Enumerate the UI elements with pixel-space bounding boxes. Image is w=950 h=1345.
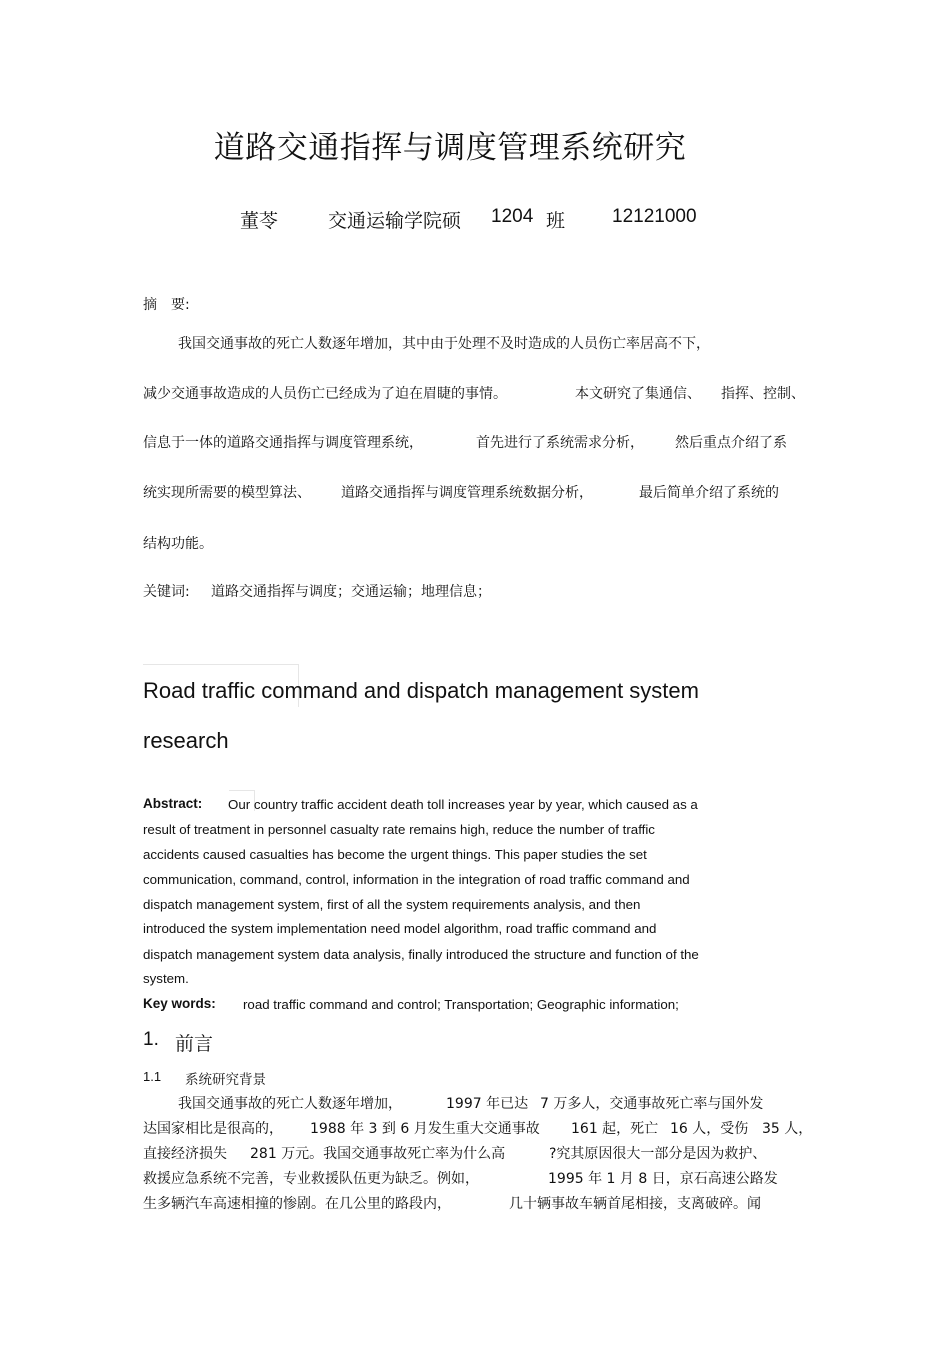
en-abstract-label: Abstract: — [143, 796, 203, 811]
en-abstract-line: dispatch management system data analysis, finally introduced the structure and function of the — [143, 947, 699, 962]
body-text: 1988 年 3 到 6 月发生重大交通事故 — [310, 1121, 540, 1137]
cn-abstract-label: 摘 要: — [143, 297, 190, 313]
body-text: 我国交通事故的死亡人数逐年增加， — [178, 1096, 402, 1112]
subsection-title: 系统研究背景 — [185, 1072, 266, 1088]
paper-title: 道路交通指挥与调度管理系统研究 — [213, 130, 687, 166]
en-abstract-line: accidents caused casualties has become the urgent things. This paper studies the set — [143, 847, 647, 862]
cn-keywords-label: 关键词: — [143, 584, 190, 600]
body-text: 直接经济损失 — [143, 1146, 227, 1162]
cn-abstract-line2c: 指挥、控制、 — [721, 386, 805, 402]
cn-keywords-value: 道路交通指挥与调度；交通运输；地理信息； — [211, 584, 491, 600]
cn-abstract-line5: 结构功能。 — [143, 536, 213, 552]
en-abstract-line: introduced the system implementation need model algorithm, road traffic command and — [143, 921, 657, 936]
body-text: 16 人，受伤 — [670, 1121, 749, 1137]
cn-abstract-line3c: 然后重点介绍了系 — [675, 435, 787, 451]
subsection-number: 1.1 — [143, 1069, 162, 1084]
cn-abstract-line2b: 本文研究了集通信、 — [575, 386, 701, 402]
cn-abstract-line4b: 道路交通指挥与调度管理系统数据分析， — [341, 485, 593, 501]
en-title-line1: Road traffic command and dispatch management system — [143, 678, 699, 703]
author-class-unit: 班 — [546, 210, 566, 232]
cn-abstract-line4c: 最后简单介绍了系统的 — [639, 485, 779, 501]
en-keywords-value: road traffic command and control; Transportation; Geographic information; — [243, 997, 679, 1012]
body-text: 281 万元。我国交通事故死亡率为什么高 — [250, 1146, 506, 1162]
cn-abstract-line2a: 减少交通事故造成的人员伤亡已经成为了迫在眉睫的事情。 — [143, 386, 507, 402]
author-affiliation: 交通运输学院硕 — [328, 210, 462, 232]
body-text: ?究其原因很大一部分是因为救护、 — [549, 1146, 767, 1162]
cn-abstract-line3b: 首先进行了系统需求分析， — [476, 435, 644, 451]
cn-abstract-line3a: 信息于一体的道路交通指挥与调度管理系统， — [143, 435, 423, 451]
en-abstract-line: system. — [143, 971, 189, 986]
section-title: 前言 — [175, 1033, 214, 1055]
author-student-id: 12121000 — [612, 206, 697, 227]
body-text: 生多辆汽车高速相撞的惨剧。在几公里的路段内， — [143, 1196, 451, 1212]
body-text: 几十辆事故车辆首尾相接，支离破碎。闻 — [509, 1196, 761, 1212]
en-abstract-line: Our country traffic accident death toll increases year by year, which caused as a — [228, 797, 698, 812]
body-text: 救援应急系统不完善，专业救援队伍更为缺乏。例如， — [143, 1171, 479, 1187]
en-abstract-line: result of treatment in personnel casualty rate remains high, reduce the number of traffic — [143, 822, 655, 837]
en-abstract-line: dispatch management system, first of all the system requirements analysis, and then — [143, 897, 641, 912]
body-text: 1995 年 1 月 8 日，京石高速公路发 — [548, 1171, 778, 1187]
cn-abstract-line1: 我国交通事故的死亡人数逐年增加，其中由于处理不及时造成的人员伤亡率居高不下， — [178, 336, 710, 352]
section-number: 1. — [143, 1029, 159, 1050]
author-class-no: 1204 — [491, 206, 534, 227]
body-text: 7 万多人，交通事故死亡率与国外发 — [540, 1096, 764, 1112]
en-keywords-label: Key words: — [143, 996, 216, 1011]
body-text: 1997 年已达 — [446, 1096, 529, 1112]
en-abstract-line: communication, command, control, information in the integration of road traffic command and — [143, 872, 690, 887]
body-text: 达国家相比是很高的， — [143, 1121, 283, 1137]
en-title-line2: research — [143, 728, 229, 753]
cn-abstract-line4a: 统实现所需要的模型算法、 — [143, 485, 311, 501]
body-text: 161 起，死亡 — [571, 1121, 659, 1137]
body-text: 35 人， — [762, 1121, 813, 1137]
author-name: 董苓 — [240, 210, 279, 232]
